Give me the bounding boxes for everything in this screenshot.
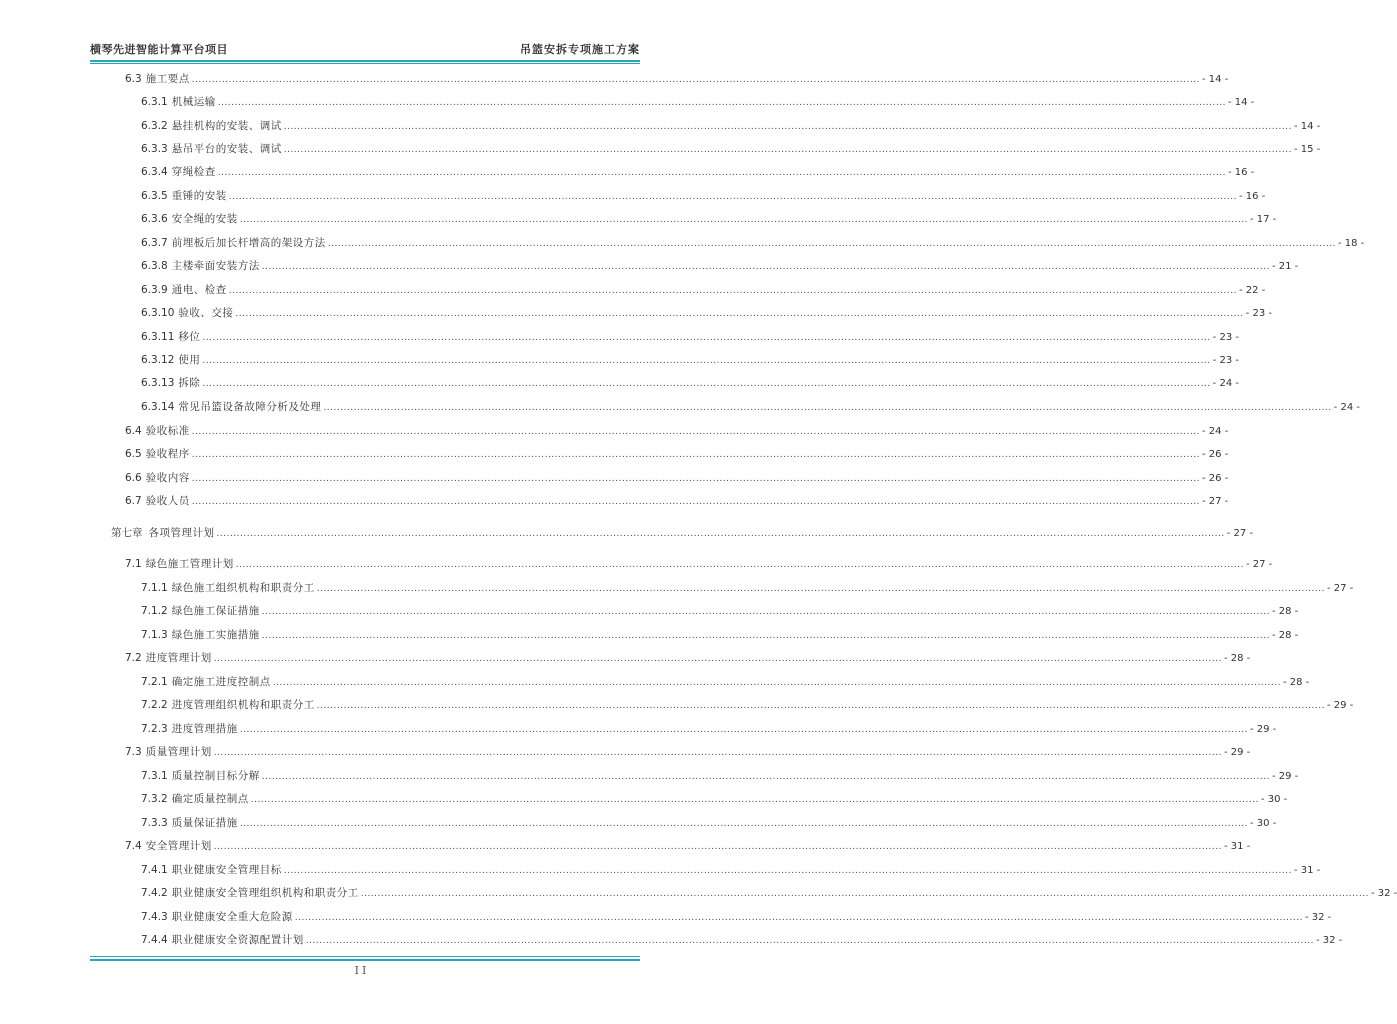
toc-entry-number: 6.3.8 (141, 260, 168, 272)
toc-entry-title: 悬挂机构的安装、调试 (171, 120, 282, 132)
toc-leader-dots: ............................................................................................................................................................................................................................................................................................................ (261, 262, 1270, 272)
footer-rule (90, 956, 640, 961)
toc-leader-dots: ............................................................................................................................................................................................................................................................................................................ (235, 309, 1244, 319)
toc-entry[interactable] (125, 838, 1251, 854)
toc-entry[interactable] (141, 282, 1266, 298)
toc-entry-title: 重锤的安装 (171, 190, 227, 202)
toc-entry-number: 6.3.7 (141, 237, 168, 249)
toc-entry-page: - 18 - (1337, 238, 1365, 249)
toc-leader-dots: ............................................................................................................................................................................................................................................................................................................ (202, 379, 1211, 389)
toc-entry-number: 6.6 (125, 472, 142, 484)
toc-entry[interactable] (125, 556, 1273, 572)
toc-entry-title: 职业健康安全管理组织机构和职责分工 (171, 887, 359, 899)
toc-entry[interactable] (125, 423, 1229, 439)
toc-leader-dots: ............................................................................................................................................................................................................................................................................................................ (213, 842, 1222, 852)
toc-leader-dots: ............................................................................................................................................................................................................................................................................................................ (216, 529, 1225, 539)
toc-entry[interactable] (141, 580, 1354, 596)
toc-entry-page: - 23 - (1245, 308, 1272, 319)
toc-entry[interactable] (125, 650, 1251, 666)
toc-entry-number: 7.3 (125, 746, 142, 758)
toc-entry-page: - 24 - (1333, 402, 1360, 413)
toc-entry-title: 绿色施工保证措施 (171, 605, 260, 617)
toc-entry[interactable] (141, 768, 1299, 784)
toc-entry-title: 机械运输 (171, 96, 216, 108)
toc-entry[interactable] (125, 744, 1251, 760)
toc-entry[interactable] (141, 791, 1288, 807)
toc-entry-page: - 27 - (1201, 496, 1229, 507)
toc-leader-dots: ............................................................................................................................................................................................................................................................................................................ (316, 584, 1325, 594)
toc-entry-title: 验收内容 (145, 472, 190, 484)
toc-entry-title: 穿绳检查 (171, 166, 216, 178)
toc-leader-dots: ............................................................................................................................................................................................................................................................................................................ (283, 122, 1292, 132)
toc-entry-title: 绿色施工实施措施 (171, 629, 260, 641)
toc-leader-dots: ............................................................................................................................................................................................................................................................................................................ (191, 497, 1200, 507)
toc-leader-dots: ............................................................................................................................................................................................................................................................................................................ (202, 356, 1211, 366)
toc-entry-number: 6.3 (125, 73, 142, 85)
toc-leader-dots: ............................................................................................................................................................................................................................................................................................................ (283, 145, 1292, 155)
toc-entry-title: 验收标准 (145, 425, 190, 437)
toc-entry-page: - 31 - (1223, 841, 1251, 852)
toc-entry[interactable] (141, 188, 1266, 204)
toc-entry[interactable] (141, 674, 1310, 690)
toc-entry-number: 6.3.6 (141, 213, 168, 225)
toc-entry-title: 进度管理组织机构和职责分工 (171, 699, 315, 711)
toc-entry[interactable] (141, 329, 1239, 345)
toc-entry-number: 6.3.13 (141, 377, 175, 389)
toc-entry-page: - 28 - (1282, 677, 1310, 688)
toc-entry-page: - 32 - (1315, 935, 1343, 946)
toc-entry-page: - 32 - (1370, 888, 1397, 899)
toc-entry[interactable] (111, 525, 1254, 541)
toc-entry-title: 验收人员 (145, 495, 190, 507)
toc-leader-dots: ............................................................................................................................................................................................................................................................................................................ (191, 474, 1200, 484)
toc-entry[interactable] (141, 399, 1360, 415)
toc-entry-page: - 29 - (1223, 747, 1251, 758)
toc-entry-title: 通电、检查 (171, 284, 227, 296)
toc-leader-dots: ............................................................................................................................................................................................................................................................................................................ (217, 168, 1226, 178)
toc-entry-page: - 28 - (1223, 653, 1251, 664)
toc-entry-title: 确定质量控制点 (171, 793, 249, 805)
toc-entry[interactable] (141, 258, 1299, 274)
toc-entry-number: 6.3.5 (141, 190, 168, 202)
toc-entry-number: 7.1 (125, 558, 142, 570)
toc-leader-dots: ............................................................................................................................................................................................................................................................................................................ (235, 560, 1244, 570)
toc-entry-page: - 29 - (1249, 724, 1277, 735)
toc-leader-dots: ............................................................................................................................................................................................................................................................................................................ (228, 192, 1237, 202)
toc-entry-title: 使用 (178, 354, 201, 366)
toc-entry-number: 7.1.3 (141, 629, 168, 641)
toc-entry-page: - 14 - (1201, 74, 1229, 85)
toc-entry-page: - 29 - (1326, 700, 1354, 711)
toc-entry[interactable] (141, 211, 1277, 227)
toc-entry-title: 质量保证措施 (171, 817, 238, 829)
toc-entry-number: 6.3.11 (141, 331, 175, 343)
toc-leader-dots: ............................................................................................................................................................................................................................................................................................................ (217, 98, 1226, 108)
toc-entry[interactable] (141, 305, 1272, 321)
toc-entry[interactable] (141, 235, 1365, 251)
toc-entry-page: - 30 - (1260, 794, 1288, 805)
toc-entry-title: 验收、交接 (178, 307, 234, 319)
toc-entry-page: - 30 - (1249, 818, 1277, 829)
toc-entry-page: - 14 - (1293, 121, 1321, 132)
header-project-name: 横琴先进智能计算平台项目 (90, 43, 228, 56)
toc-entry[interactable] (125, 470, 1229, 486)
toc-entry[interactable] (141, 885, 1397, 901)
toc-leader-dots: ............................................................................................................................................................................................................................................................................................................ (228, 286, 1237, 296)
toc-entry-title: 进度管理计划 (145, 652, 212, 664)
toc-entry-title: 职业健康安全重大危险源 (171, 911, 293, 923)
toc-entry-number: 7.4.3 (141, 911, 168, 923)
toc-leader-dots: ............................................................................................................................................................................................................................................................................................................ (239, 819, 1248, 829)
toc-leader-dots: ............................................................................................................................................................................................................................................................................................................ (213, 654, 1222, 664)
toc-entry-page: - 22 - (1238, 285, 1266, 296)
toc-leader-dots: ............................................................................................................................................................................................................................................................................................................ (191, 427, 1200, 437)
toc-leader-dots: ............................................................................................................................................................................................................................................................................................................ (327, 239, 1336, 249)
toc-entry-page: - 23 - (1212, 355, 1239, 366)
toc-entry-page: - 24 - (1212, 378, 1239, 389)
toc-entry-page: - 24 - (1201, 426, 1229, 437)
toc-entry-title: 常见吊篮设备故障分析及处理 (178, 401, 322, 413)
toc-entry-title: 移位 (178, 331, 201, 343)
toc-entry-number: 6.3.12 (141, 354, 175, 366)
toc-entry-number: 7.2.1 (141, 676, 168, 688)
toc-entry-title: 绿色施工管理计划 (145, 558, 234, 570)
toc-entry[interactable] (125, 71, 1229, 87)
toc-entry-title: 悬吊平台的安装、调试 (171, 143, 282, 155)
toc-entry-title: 前埋板后加长杆增高的架设方法 (171, 237, 326, 249)
toc-entry-page: - 26 - (1201, 449, 1229, 460)
toc-entry-page: - 15 - (1293, 144, 1321, 155)
toc-entry-page: - 16 - (1227, 167, 1255, 178)
toc-leader-dots: ............................................................................................................................................................................................................................................................................................................ (261, 772, 1270, 782)
header-document-title: 吊篮安拆专项施工方案 (520, 43, 640, 56)
toc-entry-number: 6.3.3 (141, 143, 168, 155)
toc-entry-number: 7.3.3 (141, 817, 168, 829)
toc-entry[interactable] (141, 352, 1239, 368)
toc-entry[interactable] (141, 603, 1299, 619)
toc-entry-title: 质量管理计划 (145, 746, 212, 758)
toc-entry-title: 职业健康安全管理目标 (171, 864, 282, 876)
toc-entry-number: 7.4.2 (141, 887, 168, 899)
toc-entry-number: 7.2 (125, 652, 142, 664)
toc-entry-page: - 14 - (1227, 97, 1255, 108)
toc-entry-number: 6.3.14 (141, 401, 175, 413)
toc-entry-page: - 16 - (1238, 191, 1266, 202)
toc-entry-number: 7.3.1 (141, 770, 168, 782)
toc-entry-number: 7.3.2 (141, 793, 168, 805)
toc-leader-dots: ............................................................................................................................................................................................................................................................................................................ (272, 678, 1281, 688)
toc-entry[interactable] (141, 627, 1299, 643)
toc-entry-title: 验收程序 (145, 448, 190, 460)
toc-entry-page: - 31 - (1293, 865, 1321, 876)
toc-entry-number: 6.4 (125, 425, 142, 437)
toc-entry-number: 7.2.2 (141, 699, 168, 711)
toc-entry-page: - 27 - (1326, 583, 1354, 594)
toc-leader-dots: ............................................................................................................................................................................................................................................................................................................ (316, 701, 1325, 711)
toc-entry-number: 6.5 (125, 448, 142, 460)
toc-entry-number: 第七章 (111, 527, 143, 539)
toc-entry-number: 7.2.3 (141, 723, 168, 735)
toc-entry[interactable] (141, 932, 1343, 948)
toc-entry-title: 主楼牵面安装方法 (171, 260, 260, 272)
toc-entry-page: - 32 - (1304, 912, 1332, 923)
toc-entry-title: 进度管理措施 (171, 723, 238, 735)
toc-entry-title: 职业健康安全资源配置计划 (171, 934, 304, 946)
toc-entry[interactable] (141, 164, 1255, 180)
toc-entry-title: 安全绳的安装 (171, 213, 238, 225)
toc-leader-dots: ............................................................................................................................................................................................................................................................................................................ (239, 725, 1248, 735)
toc-leader-dots: ............................................................................................................................................................................................................................................................................................................ (305, 936, 1314, 946)
toc-entry[interactable] (141, 909, 1332, 925)
toc-entry-number: 7.4 (125, 840, 142, 852)
toc-entry-number: 6.3.9 (141, 284, 168, 296)
toc-entry-page: - 21 - (1271, 261, 1299, 272)
toc-leader-dots: ............................................................................................................................................................................................................................................................................................................ (261, 631, 1270, 641)
toc-entry-number: 6.3.4 (141, 166, 168, 178)
toc-entry-number: 6.7 (125, 495, 142, 507)
toc-entry[interactable] (141, 815, 1277, 831)
toc-entry[interactable] (141, 118, 1321, 134)
toc-entry-title: 安全管理计划 (145, 840, 212, 852)
toc-entry-title: 拆除 (178, 377, 201, 389)
toc-entry-page: - 26 - (1201, 473, 1229, 484)
toc-leader-dots: ............................................................................................................................................................................................................................................................................................................ (261, 607, 1270, 617)
toc-entry-page: - 29 - (1271, 771, 1299, 782)
toc-entry-number: 7.1.1 (141, 582, 168, 594)
toc-entry-title: 质量控制目标分解 (171, 770, 260, 782)
toc-entry[interactable] (141, 862, 1321, 878)
toc-entry[interactable] (141, 141, 1321, 157)
toc-leader-dots: ............................................................................................................................................................................................................................................................................................................ (239, 215, 1248, 225)
toc-entry-number: 7.1.2 (141, 605, 168, 617)
toc-leader-dots: ............................................................................................................................................................................................................................................................................................................ (294, 913, 1303, 923)
toc-entry[interactable] (141, 375, 1239, 391)
toc-entry[interactable] (141, 697, 1354, 713)
toc-leader-dots: ............................................................................................................................................................................................................................................................................................................ (191, 75, 1200, 85)
toc-entry-number: 7.4.4 (141, 934, 168, 946)
toc-entry-page: - 17 - (1249, 214, 1277, 225)
toc-entry-page: - 28 - (1271, 630, 1299, 641)
toc-entry-page: - 27 - (1226, 528, 1254, 539)
toc-entry-number: 7.4.1 (141, 864, 168, 876)
toc-leader-dots: ............................................................................................................................................................................................................................................................................................................ (283, 866, 1292, 876)
toc-entry[interactable] (141, 94, 1255, 110)
toc-leader-dots: ............................................................................................................................................................................................................................................................................................................ (202, 333, 1211, 343)
toc-entry-number: 6.3.1 (141, 96, 168, 108)
toc-entry-title: 施工要点 (145, 73, 190, 85)
toc-leader-dots: ............................................................................................................................................................................................................................................................................................................ (191, 450, 1200, 460)
toc-leader-dots: ............................................................................................................................................................................................................................................................................................................ (250, 795, 1259, 805)
toc-entry[interactable] (125, 493, 1229, 509)
toc-entry-number: 6.3.2 (141, 120, 168, 132)
toc-entry-title: 确定施工进度控制点 (171, 676, 271, 688)
toc-entry[interactable] (141, 721, 1277, 737)
toc-entry-title: 绿色施工组织机构和职责分工 (171, 582, 315, 594)
toc-entry-page: - 27 - (1245, 559, 1273, 570)
page-number: II (354, 964, 370, 977)
toc-entry-page: - 28 - (1271, 606, 1299, 617)
toc-entry-number: 6.3.10 (141, 307, 175, 319)
toc-entry-title: 各项管理计划 (148, 527, 215, 539)
toc-leader-dots: ............................................................................................................................................................................................................................................................................................................ (213, 748, 1222, 758)
toc-leader-dots: ............................................................................................................................................................................................................................................................................................................ (360, 889, 1369, 899)
toc-entry[interactable] (125, 446, 1229, 462)
toc-leader-dots: ............................................................................................................................................................................................................................................................................................................ (323, 403, 1332, 413)
toc-entry-page: - 23 - (1212, 332, 1239, 343)
